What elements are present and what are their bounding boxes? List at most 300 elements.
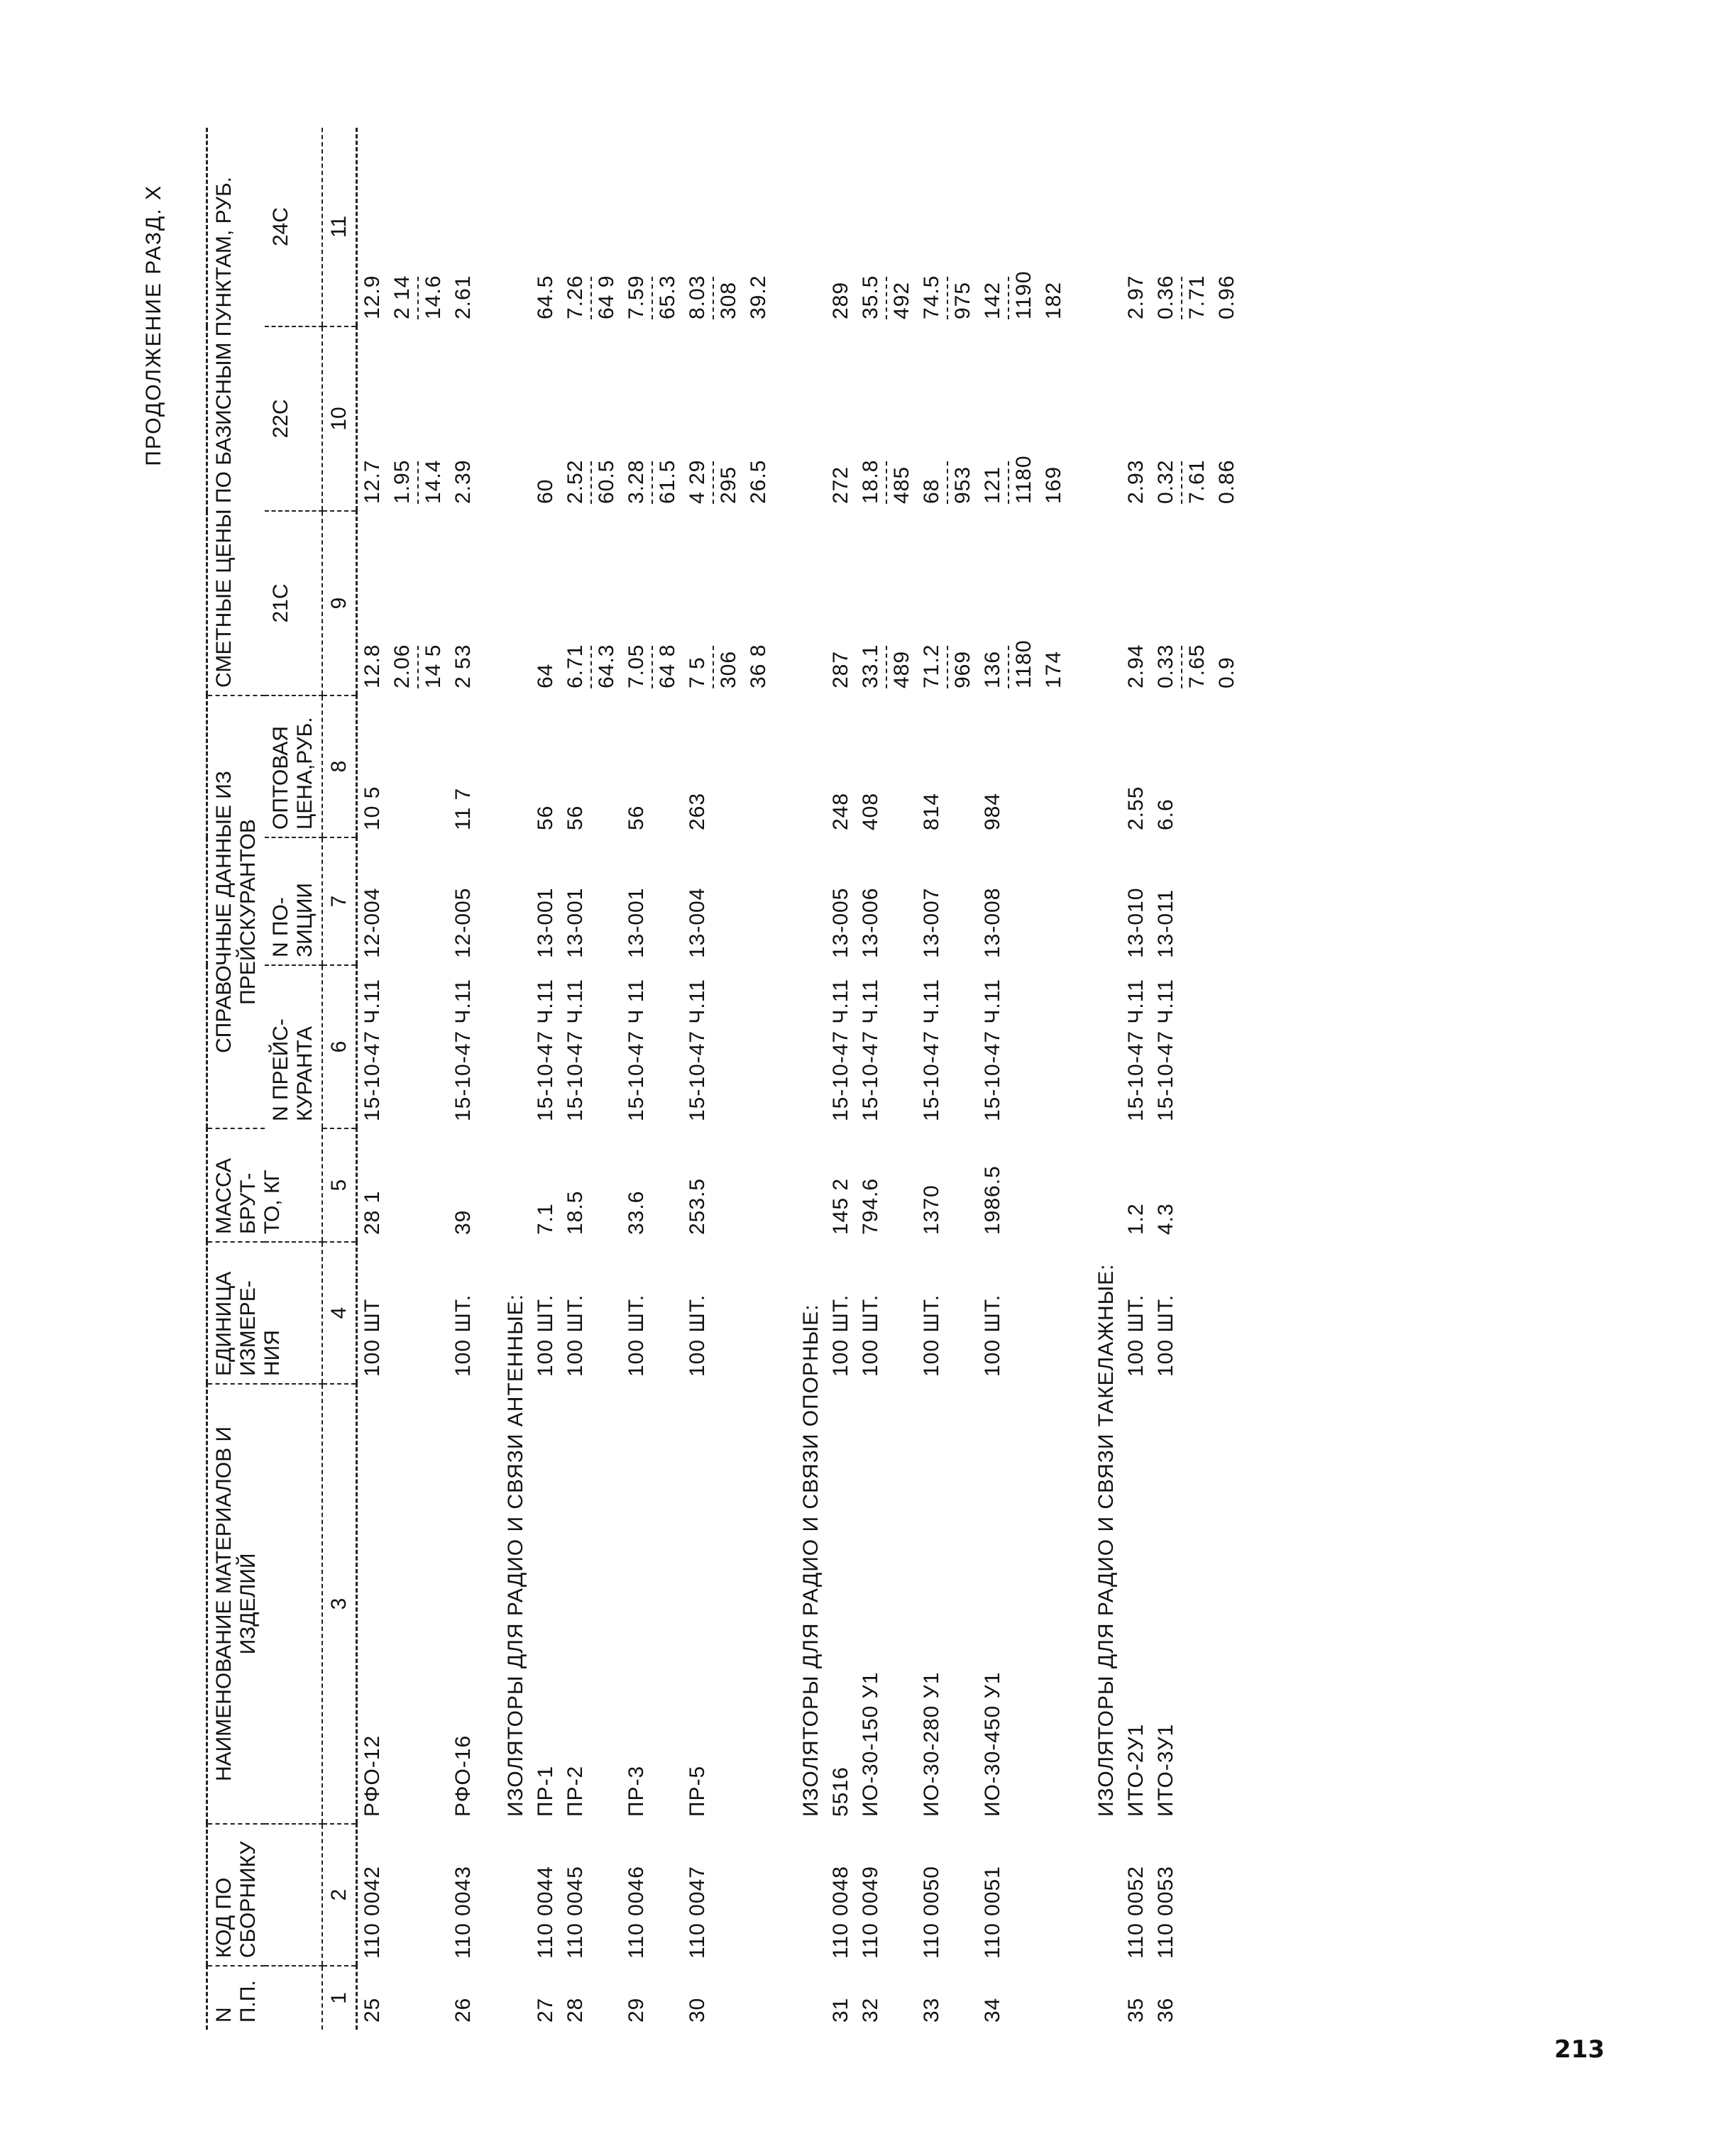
- price-value: 8.03: [686, 275, 709, 319]
- price-value: 7.26: [564, 275, 587, 319]
- row-wholesale: 2.55: [1124, 786, 1148, 830]
- empty-cell: [744, 1824, 774, 1966]
- fraction-bar: [652, 277, 653, 319]
- empty-cell: [744, 1128, 774, 1242]
- price-value: 0.86: [1215, 459, 1238, 504]
- row-unit: 100 ШТ.: [1124, 1294, 1148, 1377]
- fraction-bar: [417, 461, 419, 504]
- empty-cell: [1212, 1966, 1242, 2030]
- empty-cell: [388, 1966, 449, 2030]
- row-wholesale: 56: [564, 805, 587, 830]
- price-22c: [856, 326, 917, 511]
- table-row: [978, 128, 1039, 2030]
- table-row: [357, 128, 388, 2030]
- row-position: 12-005: [451, 887, 475, 958]
- row-name: ИО-30-280 У1: [920, 1671, 943, 1817]
- price-value: 35.5: [859, 275, 882, 319]
- colnum-10: 10: [322, 326, 357, 511]
- empty-cell: [478, 1966, 531, 2030]
- row-price-list: 15-10-47 Ч.11: [686, 979, 709, 1121]
- price-24c: [622, 128, 683, 326]
- fraction-bar: [713, 646, 714, 688]
- price-24c: [1212, 128, 1242, 326]
- header-price-list: N ПРЕЙС- КУРАНТА: [269, 1018, 317, 1121]
- table-row: [1121, 128, 1151, 2030]
- price-21c: [357, 511, 388, 695]
- price-24c: [531, 128, 561, 326]
- section-row: [774, 128, 826, 2030]
- empty-cell: [1212, 1242, 1242, 1384]
- fraction-row: [388, 128, 449, 2030]
- empty-cell: [1039, 1824, 1069, 1966]
- price-22c: [826, 326, 856, 511]
- empty-cell: [1039, 837, 1069, 965]
- empty-cell: [744, 1384, 774, 1824]
- price-value: 64 9: [595, 275, 618, 319]
- price-24c: [1151, 128, 1212, 326]
- colnum-4: 4: [322, 1242, 357, 1384]
- price-value: 1180: [1012, 639, 1035, 688]
- row-unit: 100 ШТ.: [981, 1294, 1004, 1377]
- price-value: 60.5: [595, 459, 618, 504]
- fraction-row: [1212, 128, 1242, 2030]
- price-22c: [1039, 326, 1069, 511]
- row-code: 110 0052: [1124, 1866, 1148, 1959]
- row-code: 110 0043: [451, 1866, 475, 1959]
- row-number: 34: [981, 1997, 1004, 2023]
- empty-cell: [1212, 1384, 1242, 1824]
- fraction-bar: [1008, 277, 1009, 319]
- price-21c: [826, 511, 856, 695]
- table-row: [683, 128, 744, 2030]
- row-name: ИТО-3У1: [1154, 1723, 1177, 1817]
- price-value: 12.9: [361, 275, 384, 319]
- empty-cell: [1039, 1966, 1069, 2030]
- price-value: 287: [829, 650, 852, 688]
- price-value: 0.96: [1215, 275, 1238, 319]
- price-value: 71.2: [920, 644, 943, 688]
- price-value: 2.52: [564, 459, 587, 504]
- price-value: 2.97: [1124, 275, 1148, 319]
- colnum-1: 1: [322, 1966, 357, 2030]
- price-value: 308: [717, 281, 740, 319]
- header-est-group: СМЕТНЫЕ ЦЕНЫ ПО БАЗИСНЫМ ПУНКТАМ, РУБ.: [207, 128, 265, 695]
- price-value: 7 5: [686, 656, 709, 688]
- fraction-bar: [1181, 461, 1182, 504]
- empty-cell: [388, 1824, 449, 1966]
- table-row: [622, 128, 683, 2030]
- row-mass: 1370: [920, 1184, 943, 1235]
- row-position: 13-008: [981, 887, 1004, 958]
- section-title: ИЗОЛЯТОРЫ ДЛЯ РАДИО И СВЯЗИ ТАКЕЛАЖНЫЕ:: [1094, 1263, 1118, 1817]
- price-24c: [1121, 128, 1151, 326]
- row-price-list: 15-10-47 Ч.11: [361, 979, 384, 1121]
- row-name: ПР-1: [534, 1765, 557, 1817]
- price-24c: [357, 128, 388, 326]
- price-value: 0.36: [1154, 275, 1177, 319]
- section-row: [1069, 128, 1121, 2030]
- row-name: ИО-30-150 У1: [859, 1671, 882, 1817]
- row-code: 110 0046: [625, 1866, 648, 1959]
- empty-cell: [744, 837, 774, 965]
- colnum-3: 3: [322, 1384, 357, 1824]
- row-wholesale: 984: [981, 792, 1004, 830]
- header-ref-group: СПРАВОЧНЫЕ ДАННЫЕ ИЗ ПРЕЙСКУРАНТОВ: [207, 695, 265, 1128]
- price-value: 64.5: [534, 275, 557, 319]
- price-value: 7.71: [1185, 275, 1209, 319]
- fraction-bar: [713, 277, 714, 319]
- price-value: 142: [981, 281, 1004, 319]
- header-22c: 22С: [265, 326, 322, 511]
- price-24c: [917, 128, 978, 326]
- price-22c: [978, 326, 1039, 511]
- price-21c: [1121, 511, 1151, 695]
- empty-cell: [744, 1966, 774, 2030]
- row-name: РФО-12: [361, 1734, 384, 1817]
- row-mass: 1986.5: [981, 1165, 1004, 1235]
- row-number: 33: [920, 1997, 943, 2023]
- empty-cell: [1039, 1128, 1069, 1242]
- price-value: 64 8: [656, 644, 679, 688]
- price-21c: [622, 511, 683, 695]
- header-unit: ЕДИНИЦА ИЗМЕРЕ- НИЯ: [207, 1242, 323, 1384]
- row-position: 13-011: [1154, 889, 1177, 958]
- row-mass: 7.1: [534, 1203, 557, 1235]
- price-value: 3.28: [625, 459, 648, 504]
- price-value: 7.05: [625, 644, 648, 688]
- empty-cell: [1039, 965, 1069, 1128]
- continuation-title: ПРОДОЛЖЕНИЕ РАЗД. X: [142, 185, 165, 466]
- empty-cell: [388, 695, 449, 837]
- price-21c: [531, 511, 561, 695]
- table-row: [826, 128, 856, 2030]
- row-name: ИО-30-450 У1: [981, 1671, 1004, 1817]
- price-value: 2.93: [1124, 459, 1148, 504]
- price-value: 14.4: [422, 459, 445, 504]
- price-value: 36 8: [747, 644, 770, 688]
- row-name: ПР-5: [686, 1765, 709, 1817]
- fraction-bar: [1181, 277, 1182, 319]
- price-value: 489: [890, 650, 913, 688]
- row-unit: 100 ШТ.: [686, 1294, 709, 1377]
- price-value: 272: [829, 466, 852, 504]
- fraction-bar: [1008, 646, 1009, 688]
- price-value: 61.5: [656, 459, 679, 504]
- row-code: 110 0053: [1154, 1866, 1177, 1959]
- price-value: 33.1: [859, 644, 882, 688]
- price-table: [206, 128, 1242, 2030]
- row-unit: 100 ШТ.: [451, 1294, 475, 1377]
- empty-cell: [1039, 1242, 1069, 1384]
- price-value: 953: [951, 466, 974, 504]
- fraction-bar: [947, 277, 948, 319]
- fraction-bar: [886, 277, 887, 319]
- price-value: 18.8: [859, 459, 882, 504]
- price-value: 1.95: [390, 459, 414, 504]
- row-wholesale: 814: [920, 792, 943, 830]
- price-24c: [449, 128, 478, 326]
- empty-cell: [1212, 695, 1242, 837]
- price-22c: [357, 326, 388, 511]
- price-21c: [1212, 511, 1242, 695]
- price-22c: [388, 326, 449, 511]
- price-22c: [1212, 326, 1242, 511]
- price-value: 969: [951, 650, 974, 688]
- price-24c: [978, 128, 1039, 326]
- price-22c: [622, 326, 683, 511]
- row-number: 30: [686, 1997, 709, 2023]
- price-22c: [1151, 326, 1212, 511]
- row-unit: 100 ШТ: [361, 1298, 384, 1377]
- row-wholesale: 6.6: [1154, 798, 1177, 830]
- price-24c: [1039, 128, 1069, 326]
- section-title: ИЗОЛЯТОРЫ ДЛЯ РАДИО И СВЯЗИ ОПОРНЫЕ:: [799, 1304, 823, 1817]
- row-mass: 1.2: [1124, 1203, 1148, 1235]
- row-mass: 33.6: [625, 1190, 648, 1235]
- price-value: 1180: [1012, 455, 1035, 504]
- price-value: 289: [829, 281, 852, 319]
- row-position: 13-001: [564, 887, 587, 958]
- empty-cell: [388, 837, 449, 965]
- row-number: 32: [859, 1997, 882, 2023]
- price-value: 68: [920, 478, 943, 504]
- empty-cell: [1212, 1128, 1242, 1242]
- price-value: 4 29: [686, 459, 709, 504]
- header-name: НАИМЕНОВАНИЕ МАТЕРИАЛОВ И ИЗДЕЛИЙ: [207, 1384, 323, 1824]
- price-value: 14 5: [422, 644, 445, 688]
- empty-cell: [388, 1128, 449, 1242]
- price-value: 7.61: [1185, 459, 1209, 504]
- table-row: [1151, 128, 1212, 2030]
- row-position: 13-006: [859, 887, 882, 958]
- empty-cell: [1039, 1384, 1069, 1824]
- row-number: 36: [1154, 1997, 1177, 2023]
- row-wholesale: 248: [829, 792, 852, 830]
- price-value: 975: [951, 281, 974, 319]
- header-mass: МАССА БРУТ- ТО, КГ: [207, 1128, 323, 1242]
- row-mass: 28 1: [361, 1190, 384, 1235]
- price-24c: [826, 128, 856, 326]
- row-price-list: 15-10-47 Ч.11: [534, 979, 557, 1121]
- empty-cell: [1212, 965, 1242, 1128]
- price-24c: [744, 128, 774, 326]
- row-mass: 794.6: [859, 1177, 882, 1235]
- price-value: 485: [890, 466, 913, 504]
- price-value: 2.61: [451, 275, 475, 319]
- empty-cell: [1212, 1824, 1242, 1966]
- row-mass: 39: [451, 1209, 475, 1235]
- row-number: 29: [625, 1997, 648, 2023]
- row-mass: 253.5: [686, 1177, 709, 1235]
- price-value: 26.5: [747, 459, 770, 504]
- row-wholesale: 408: [859, 792, 882, 830]
- price-value: 2.06: [390, 644, 414, 688]
- price-value: 492: [890, 281, 913, 319]
- price-value: 174: [1042, 650, 1065, 688]
- price-22c: [531, 326, 561, 511]
- row-number: 26: [451, 1997, 475, 2023]
- row-code: 110 0042: [361, 1866, 384, 1959]
- price-21c: [561, 511, 622, 695]
- fraction-bar: [590, 461, 592, 504]
- colnum-9: 9: [322, 511, 357, 695]
- table-row: [561, 128, 622, 2030]
- row-price-list: 15-10-47 Ч.11: [564, 979, 587, 1121]
- colnum-7: 7: [322, 837, 357, 965]
- row-code: 110 0047: [686, 1866, 709, 1959]
- row-price-list: 15-10-47 Ч.11: [829, 979, 852, 1121]
- fraction-bar: [1008, 461, 1009, 504]
- row-unit: 100 ШТ.: [920, 1294, 943, 1377]
- row-number: 35: [1124, 1997, 1148, 2023]
- row-wholesale: 56: [625, 805, 648, 830]
- fraction-bar: [713, 461, 714, 504]
- row-price-list: 15-10-47 Ч.11: [1124, 979, 1148, 1121]
- price-value: 182: [1042, 281, 1065, 319]
- price-22c: [1121, 326, 1151, 511]
- row-wholesale: 10 5: [361, 786, 384, 830]
- row-name: ПР-2: [564, 1765, 587, 1817]
- row-unit: 100 ШТ.: [859, 1294, 882, 1377]
- row-price-list: 15-10-47 Ч.11: [859, 979, 882, 1121]
- price-value: 64: [534, 663, 557, 688]
- empty-cell: [388, 1242, 449, 1384]
- row-name: ПР-3: [625, 1765, 648, 1817]
- page-number: 213: [1554, 2035, 1605, 2064]
- price-21c: [683, 511, 744, 695]
- row-mass: 18.5: [564, 1190, 587, 1235]
- fraction-row: [1039, 128, 1069, 2030]
- price-value: 64.3: [595, 644, 618, 688]
- price-value: 12.7: [361, 459, 384, 504]
- row-position: 13-001: [534, 887, 557, 958]
- colnum-6: 6: [322, 965, 357, 1128]
- empty-cell: [744, 695, 774, 837]
- table-row: [917, 128, 978, 2030]
- price-value: 2 53: [451, 644, 475, 688]
- price-value: 7.65: [1185, 644, 1209, 688]
- price-value: 0.32: [1154, 459, 1177, 504]
- price-value: 2 14: [390, 275, 414, 319]
- fraction-bar: [417, 277, 419, 319]
- row-code: 110 0044: [534, 1866, 557, 1959]
- fraction-bar: [652, 461, 653, 504]
- row-unit: 100 ШТ.: [534, 1294, 557, 1377]
- table-body: [357, 128, 1243, 2030]
- row-position: 12-004: [361, 887, 384, 958]
- fraction-row: [744, 128, 774, 2030]
- price-value: 0.33: [1154, 644, 1177, 688]
- price-21c: [856, 511, 917, 695]
- row-name: ИТО-2У1: [1124, 1723, 1148, 1817]
- price-value: 74.5: [920, 275, 943, 319]
- section-row: [478, 128, 531, 2030]
- empty-cell: [774, 1966, 826, 2030]
- row-unit: 100 ШТ.: [829, 1294, 852, 1377]
- row-wholesale: 56: [534, 805, 557, 830]
- empty-cell: [1069, 1966, 1121, 2030]
- row-wholesale: 11 7: [451, 787, 475, 830]
- row-mass: 4.3: [1154, 1203, 1177, 1235]
- header-position: N ПО- ЗИЦИИ: [265, 837, 322, 965]
- empty-cell: [1069, 1824, 1121, 1966]
- price-22c: [744, 326, 774, 511]
- row-number: 31: [829, 1997, 852, 2023]
- empty-cell: [744, 965, 774, 1128]
- row-price-list: 15-10-47 Ч.11: [981, 979, 1004, 1121]
- row-position: 13-010: [1124, 887, 1148, 958]
- row-position: 13-007: [920, 887, 943, 958]
- row-number: 27: [534, 1997, 557, 2023]
- fraction-bar: [590, 646, 592, 688]
- header-code: КОД ПО СБОРНИКУ: [207, 1824, 323, 1966]
- fraction-bar: [417, 646, 419, 688]
- empty-cell: [388, 965, 449, 1128]
- colnum-5: 5: [322, 1128, 357, 1242]
- price-24c: [856, 128, 917, 326]
- fraction-bar: [886, 646, 887, 688]
- price-value: 1190: [1012, 270, 1035, 319]
- row-position: 13-004: [686, 887, 709, 958]
- row-code: 110 0050: [920, 1866, 943, 1959]
- price-24c: [683, 128, 744, 326]
- row-code: 110 0051: [981, 1866, 1004, 1959]
- fraction-bar: [1181, 646, 1182, 688]
- price-24c: [388, 128, 449, 326]
- price-value: 12.8: [361, 644, 384, 688]
- empty-cell: [478, 1824, 531, 1966]
- row-code: 110 0049: [859, 1866, 882, 1959]
- header-n: N П.П.: [207, 1966, 323, 2030]
- price-21c: [1039, 511, 1069, 695]
- price-value: 39.2: [747, 275, 770, 319]
- header-24c: 24С: [265, 128, 322, 326]
- empty-cell: [1212, 837, 1242, 965]
- fraction-bar: [947, 461, 948, 504]
- price-value: 306: [717, 650, 740, 688]
- price-21c: [1151, 511, 1212, 695]
- section-title: ИЗОЛЯТОРЫ ДЛЯ РАДИО И СВЯЗИ АНТЕННЫЕ:: [504, 1294, 527, 1817]
- price-22c: [449, 326, 478, 511]
- price-value: 2.94: [1124, 644, 1148, 688]
- row-unit: 100 ШТ.: [625, 1294, 648, 1377]
- row-number: 28: [564, 1997, 587, 2023]
- fraction-bar: [947, 646, 948, 688]
- row-position: 13-001: [625, 887, 648, 958]
- price-21c: [978, 511, 1039, 695]
- row-price-list: 15-10-47 Ч.11: [1154, 979, 1177, 1121]
- fraction-bar: [886, 461, 887, 504]
- price-value: 6.71: [564, 644, 587, 688]
- row-code: 110 0048: [829, 1866, 852, 1959]
- price-value: 60: [534, 478, 557, 504]
- price-22c: [683, 326, 744, 511]
- row-wholesale: 263: [686, 792, 709, 830]
- fraction-bar: [652, 646, 653, 688]
- price-24c: [561, 128, 622, 326]
- empty-cell: [744, 1242, 774, 1384]
- colnum-11: 11: [322, 128, 357, 326]
- row-unit: 100 ШТ.: [1154, 1294, 1177, 1377]
- row-unit: 100 ШТ.: [564, 1294, 587, 1377]
- price-21c: [917, 511, 978, 695]
- row-price-list: 15-10-47 Ч.11: [451, 979, 475, 1121]
- table-row: [449, 128, 478, 2030]
- row-position: 13-005: [829, 887, 852, 958]
- empty-cell: [388, 1384, 449, 1824]
- row-code: 110 0045: [564, 1866, 587, 1959]
- fraction-bar: [590, 277, 592, 319]
